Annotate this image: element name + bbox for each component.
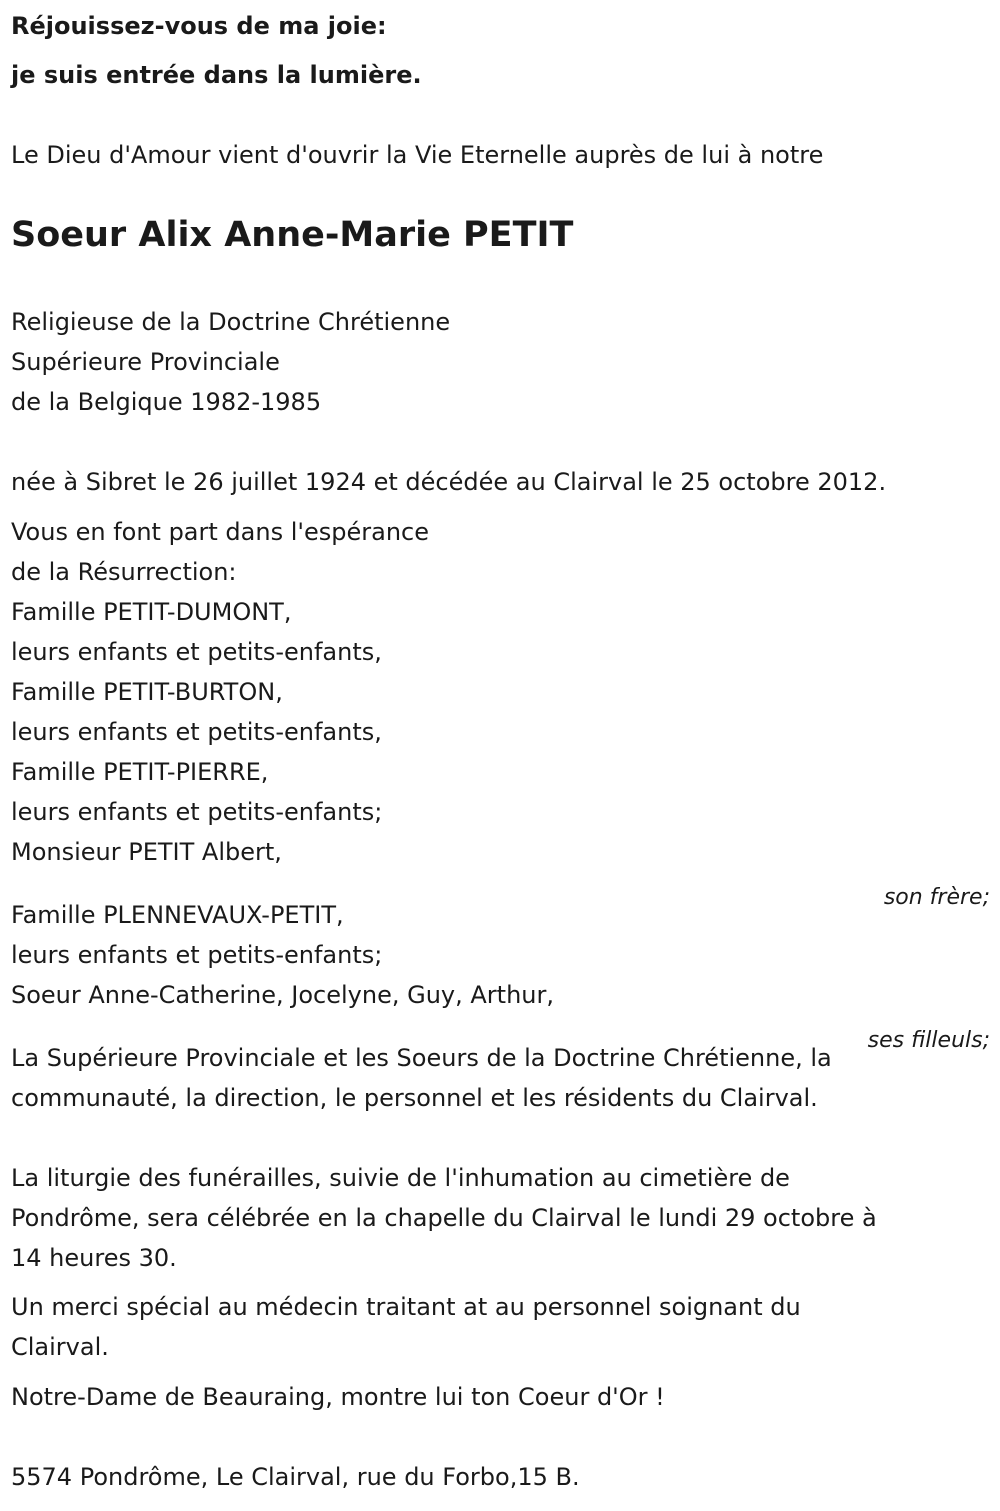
family-line: leurs enfants et petits-enfants; <box>11 798 383 826</box>
family-intro: Vous en font part dans l'espérance <box>11 518 429 546</box>
family-line: leurs enfants et petits-enfants, <box>11 718 382 746</box>
family-line: Famille PETIT-PIERRE, <box>11 758 269 786</box>
prayer-line: Notre-Dame de Beauraing, montre lui ton Coeur d'Or ! <box>11 1383 665 1411</box>
intro-line-2: je suis entrée dans la lumière. <box>11 61 422 89</box>
family-intro: de la Résurrection: <box>11 558 237 586</box>
family-line: Famille PETIT-DUMONT, <box>11 598 292 626</box>
family-line: Famille PETIT-BURTON, <box>11 678 283 706</box>
birth-death-dates: née à Sibret le 26 juillet 1924 et décédée au Clairval le 25 octobre 2012. <box>11 468 887 496</box>
funeral-line: La liturgie des funérailles, suivie de l'inhumation au cimetière de <box>11 1164 790 1192</box>
family-line: Soeur Anne-Catherine, Jocelyne, Guy, Arthur, <box>11 981 554 1009</box>
family-line: leurs enfants et petits-enfants; <box>11 941 383 969</box>
thanks-line: Clairval. <box>11 1333 109 1361</box>
godchildren-note: ses filleuls; <box>867 1028 990 1053</box>
deceased-name: Soeur Alix Anne-Marie PETIT <box>11 215 574 255</box>
thanks-line: Un merci spécial au médecin traitant at au personnel soignant du <box>11 1293 801 1321</box>
brother-note: son frère; <box>883 885 990 910</box>
funeral-line: 14 heures 30. <box>11 1244 177 1272</box>
title-line: Supérieure Provinciale <box>11 348 280 376</box>
family-line: leurs enfants et petits-enfants, <box>11 638 382 666</box>
family-line: Monsieur PETIT Albert, <box>11 838 282 866</box>
community-line: La Supérieure Provinciale et les Soeurs de la Doctrine Chrétienne, la <box>11 1044 832 1072</box>
announcement-text: Le Dieu d'Amour vient d'ouvrir la Vie Eternelle auprès de lui à notre <box>11 141 824 169</box>
funeral-line: Pondrôme, sera célébrée en la chapelle du Clairval le lundi 29 octobre à <box>11 1204 877 1232</box>
title-line: de la Belgique 1982-1985 <box>11 388 322 416</box>
intro-line-1: Réjouissez-vous de ma joie: <box>11 12 387 40</box>
title-line: Religieuse de la Doctrine Chrétienne <box>11 308 451 336</box>
family-line: Famille PLENNEVAUX-PETIT, <box>11 901 344 929</box>
community-line: communauté, la direction, le personnel et les résidents du Clairval. <box>11 1084 818 1112</box>
address-line: 5574 Pondrôme, Le Clairval, rue du Forbo,15 B. <box>11 1463 580 1491</box>
